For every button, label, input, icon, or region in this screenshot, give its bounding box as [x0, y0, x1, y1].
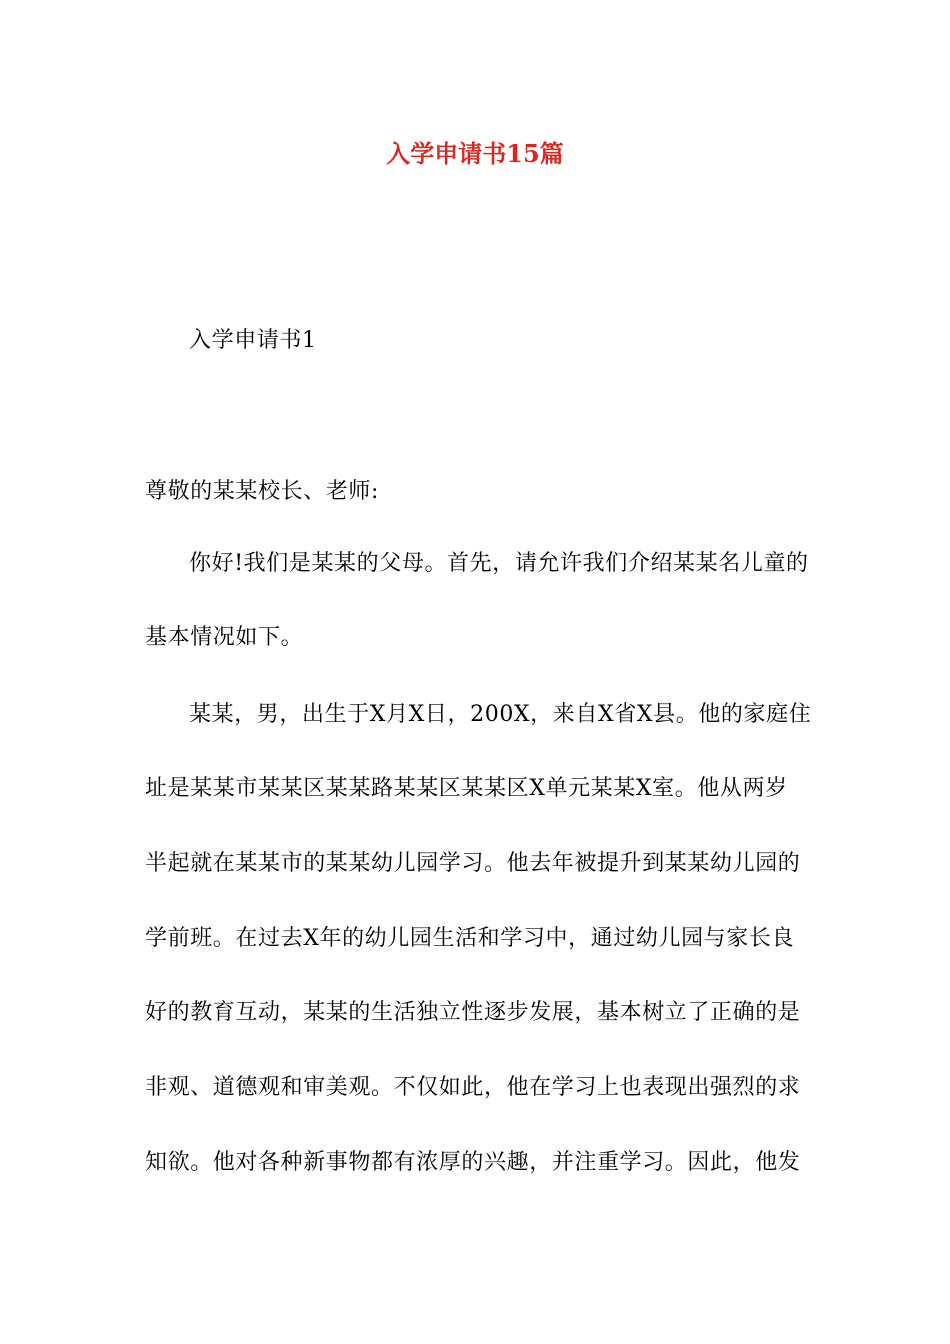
paragraph-line: 好的教育互动，某某的生活独立性逐步发展，基本树立了正确的是: [145, 1000, 801, 1025]
paragraph-line: 知欲。他对各种新事物都有浓厚的兴趣，并注重学习。因此，他发: [145, 1150, 801, 1175]
paragraph-line: 你好!我们是某某的父母。首先，请允许我们介绍某某名儿童的: [189, 551, 809, 576]
salutation: 尊敬的某某校长、老师:: [145, 479, 380, 504]
paragraph-line: 基本情况如下。: [145, 625, 304, 650]
section-heading: 入学申请书1: [189, 328, 317, 353]
paragraph-line: 学前班。在过去X年的幼儿园生活和学习中，通过幼儿园与家长良: [145, 926, 795, 951]
paragraph-line: 址是某某市某某区某某路某某区某某区X单元某某X室。他从两岁: [145, 776, 788, 801]
paragraph-line: 半起就在某某市的某某幼儿园学习。他去年被提升到某某幼儿园的: [145, 851, 801, 876]
document-title: 入学申请书15篇: [386, 139, 564, 168]
paragraph-line: 非观、道德观和审美观。不仅如此，他在学习上也表现出强烈的求: [145, 1075, 801, 1100]
paragraph-line: 某某，男，出生于X月X日，200X，来自X省X县。他的家庭住: [189, 702, 812, 727]
